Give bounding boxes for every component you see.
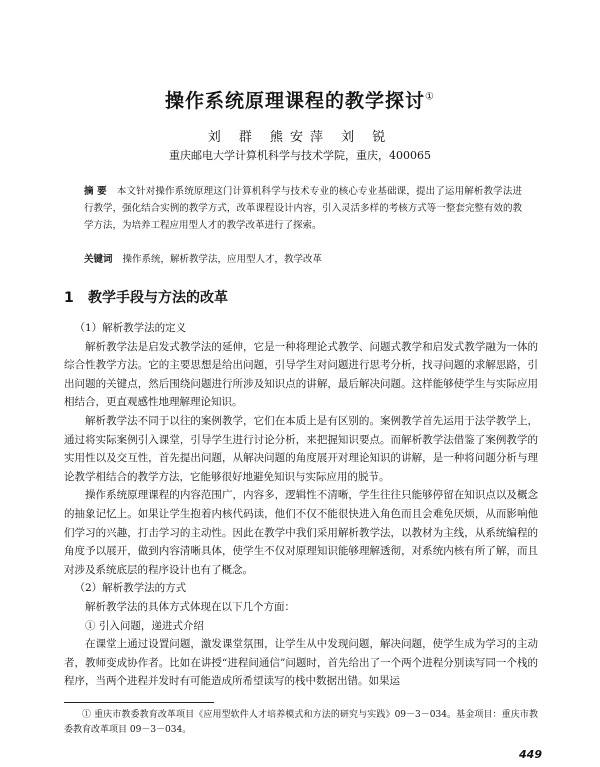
body-text [64, 319, 538, 691]
title-footnote-marker: ① [425, 91, 435, 103]
keywords-text: 操作系统，解析教学法，应用型人才，教学改革 [122, 254, 323, 265]
paragraph: 在课堂上通过设置问题，激发课堂氛围，让学生从中发现问题，解决问题，使学生成为学习的主动者，教师变成协作者。比如在讲授“进程间通信”问题时，首先给出了一个两个进程分别读写同一个栈的程序，当两个进程并发时有可能造成所希望读写的栈中数据出错。如果运 [64, 638, 538, 688]
affiliation: 重庆邮电大学计算机科学与技术学院，重庆，400065 [169, 149, 431, 162]
abstract-text: 本文针对操作系统原理这门计算机科学与技术专业的核心专业基础课，提出了运用解析教学法进行教学，强化结合实例的教学方式，改革课程设计内容，引入灵活多样的考核方式等一整套完整有效的教学方法，为培养工程应用型人才的教学改革进行了探索。 [84, 186, 522, 231]
paragraph: 解析教学法不同于以往的案例教学，它们在本质上是有区别的。案例教学首先运用于法学教学上，通过将实际案例引入课堂，引导学生进行讨论分析，来把握知识要点。而解析教学法借鉴了案例教学的实用性以及交互性，首先提出问题，从解决问题的角度展开对理论知识的讲解，是一种将问题分析与理论教学相结合的教学方法，它能够很好地避免知识与实际应用的脱节。 [64, 414, 538, 483]
subheading-definition: （1）解析教学法的定义 [74, 322, 187, 334]
footnote-divider [64, 702, 214, 703]
authors: 刘 群 熊安萍 刘 锐 [207, 130, 393, 145]
abstract [84, 183, 522, 234]
keywords [84, 251, 522, 268]
page-number: 449 [519, 748, 542, 761]
paragraph: 操作系统原理课程的内容范围广，内容多，逻辑性不清晰，学生往往只能够停留在知识点以及概念的抽象记忆上。如果让学生抱着内核代码读，他们不仅不能很快进入角色而且会难免厌烦，从而影响他们学习的兴趣，打击学习的主动性。因此在教学中我们采用解析教学法，以教材为主线，从系统编程的角度予以展开，做到内容清晰具体，使学生不仅对原理知识能够理解透彻，对系统内核有所了解，而且对涉及系统底层的程序设计也有了概念。 [64, 489, 538, 576]
paragraph: 解析教学法是启发式教学法的延伸，它是一种将理论式教学、问题式教学和启发式教学融为一体的综合性教学方法。它的主要思想是给出问题，引导学生对问题进行思考分析，找寻问题的求解思路，引出问题的关键点，然后围绕问题进行所涉及知识点的讲解，最后解决问题。这样能够使学生与实际应用相结合，更直观感性地理解理论知识。 [64, 340, 538, 409]
keywords-label: 关键词 [84, 254, 113, 265]
title-text: 操作系统原理课程的教学探讨 [165, 90, 426, 112]
subheading-methods: （2）解析教学法的方式 [74, 582, 187, 595]
abstract-label: 摘 要 [84, 186, 107, 197]
paragraph: 解析教学法的具体方式体现在以下几个方面： [85, 600, 295, 613]
section-title: 教学手段与方法的改革 [88, 290, 228, 306]
paper-title [0, 86, 600, 113]
section-heading [64, 287, 228, 307]
footnote: ① 重庆市教委教育改革项目《应用型软件人才培养模式和方法的研究与实践》09－3－034。基金项目：重庆市教委教育改革项目 09－3－034。 [64, 710, 538, 735]
list-item-heading: ① 引入问题，递进式介绍 [85, 619, 204, 632]
section-number: 1 [64, 290, 74, 306]
